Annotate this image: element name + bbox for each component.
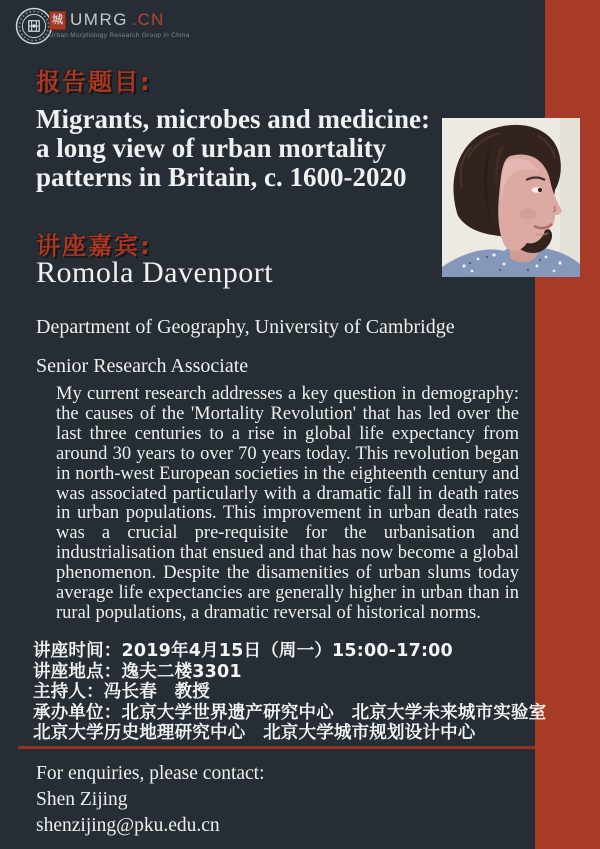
contact-label: For enquiries, please contact: xyxy=(36,763,265,784)
speaker-position: Senior Research Associate xyxy=(36,355,249,377)
contact-email: shenzijing@pku.edu.cn xyxy=(36,815,220,836)
accent-bar-top-right xyxy=(545,0,600,118)
umrg-city-icon: 城 xyxy=(49,11,66,30)
lecture-venue: 讲座地点：逸夫二楼3301 xyxy=(33,661,242,682)
footer-divider xyxy=(18,746,535,749)
lecture-organizers: 承办单位：北京大学世界遗产研究中心 北京大学未来城市实验室 北京大学历史地理研究中心 北京大学城市规划设计中心 xyxy=(33,702,547,743)
contact-name: Shen Zijing xyxy=(36,789,128,810)
lecture-details xyxy=(33,641,546,744)
speaker-name: Romola Davenport xyxy=(36,256,274,289)
speaker-label: 讲座嘉宾: xyxy=(36,232,152,260)
umrg-brand-text: UMRG xyxy=(70,10,128,29)
umrg-logo xyxy=(49,10,190,39)
speaker-affiliation: Department of Geography, University of Cambridge xyxy=(36,316,455,338)
footer xyxy=(36,761,265,839)
university-seal-icon xyxy=(15,7,53,45)
abstract-text: My current research addresses a key question in demography: the causes of the 'Mortality Revolution' that has led over the last three centuries to a rise in global life expectancy from around 30 years to over 70 years today. This revolution began in north-west European societies in the eighteenth century and was associated particularly with a dramatic fall in death rates in urban populations. This improvement in urban death rates was a crucial pre-requisite for the urbanisation and industrialisation that ensued and that has now become a global phenomenon. Despite the disamenities of urban slums today average life expectancies are generally higher in urban than in rural populations, a dramatic reversal of historical norms. xyxy=(56,384,519,623)
speaker-photo xyxy=(442,118,580,277)
umrg-brand-suffix: .CN xyxy=(131,10,165,29)
umrg-tagline: Urban Morphology Research Group in China xyxy=(49,32,190,39)
lecture-title: Migrants, microbes and medicine: a long view of urban mortality patterns in Britain, c. 1600-2020 xyxy=(36,104,430,192)
lecture-host: 主持人：冯长春 教授 xyxy=(33,682,210,702)
lecture-time: 讲座时间：2019年4月15日（周一）15:00-17:00 xyxy=(33,641,453,661)
report-title-label: 报告题目: xyxy=(36,68,152,96)
